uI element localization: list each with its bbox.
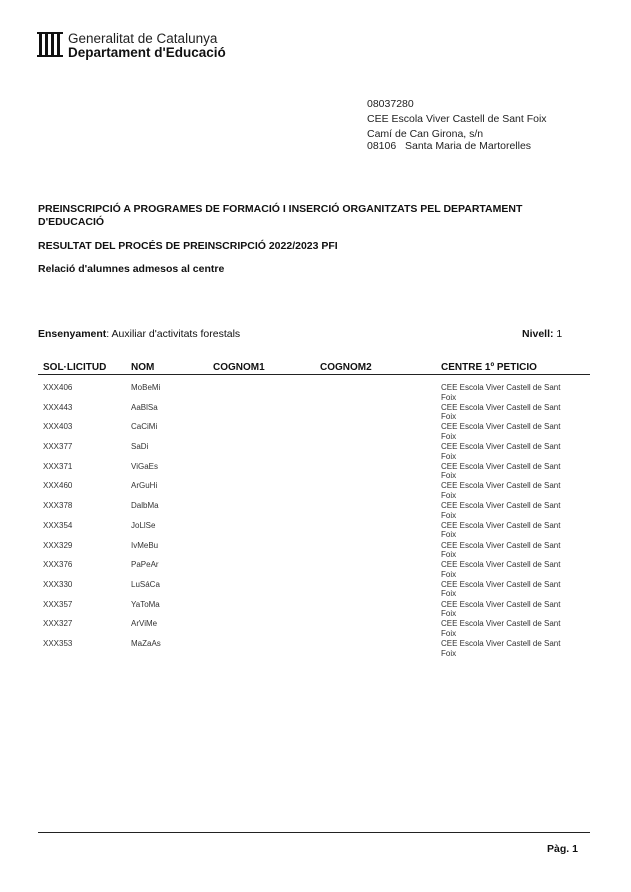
org-name-line1: Generalitat de Catalunya bbox=[68, 31, 218, 46]
cell-sollicitud: XXX354 bbox=[43, 520, 73, 530]
city-name: Santa Maria de Martorelles bbox=[405, 140, 532, 152]
cell-centre: CEE Escola Viver Castell de Sant Foix bbox=[441, 422, 561, 441]
cell-centre: CEE Escola Viver Castell de Sant Foix bbox=[441, 619, 561, 638]
cell-nom: SaDi bbox=[131, 442, 149, 452]
cell-nom: YaToMa bbox=[131, 599, 160, 609]
column-header-sollicitud: SOL·LICITUD bbox=[43, 362, 107, 373]
cell-nom: IvMeBu bbox=[131, 540, 159, 550]
column-header-nom: NOM bbox=[131, 362, 155, 373]
cell-nom: MaZaAs bbox=[131, 638, 161, 648]
column-header-cognom2: COGNOM2 bbox=[320, 362, 372, 373]
cell-sollicitud: XXX329 bbox=[43, 540, 73, 550]
table-row bbox=[0, 462, 631, 482]
course-line bbox=[38, 328, 240, 340]
table-row bbox=[0, 442, 631, 462]
cell-sollicitud: XXX371 bbox=[43, 461, 73, 471]
level-value: 1 bbox=[553, 328, 563, 340]
cell-centre: CEE Escola Viver Castell de Sant Foix bbox=[441, 560, 561, 579]
cell-sollicitud: XXX327 bbox=[43, 619, 73, 629]
cell-centre: CEE Escola Viver Castell de Sant Foix bbox=[441, 442, 561, 461]
cell-centre: CEE Escola Viver Castell de Sant Foix bbox=[441, 501, 561, 520]
cell-centre: CEE Escola Viver Castell de Sant Foix bbox=[441, 599, 561, 619]
cell-sollicitud: XXX378 bbox=[43, 501, 73, 511]
table-row bbox=[0, 619, 631, 639]
table-row bbox=[0, 600, 631, 620]
school-street: Camí de Can Girona, s/n bbox=[367, 128, 484, 140]
cell-sollicitud: XXX376 bbox=[43, 560, 73, 570]
cell-centre: CEE Escola Viver Castell de Sant Foix bbox=[441, 402, 561, 422]
table-row bbox=[0, 481, 631, 501]
cell-nom: DalbMa bbox=[131, 501, 159, 511]
cell-nom: ArGuHi bbox=[131, 481, 158, 491]
table-row bbox=[0, 580, 631, 600]
cell-centre: CEE Escola Viver Castell de Sant Foix bbox=[441, 540, 561, 560]
level-label: Nivell: bbox=[522, 328, 554, 340]
school-code: 08037280 bbox=[367, 98, 414, 110]
school-city-line bbox=[367, 140, 531, 152]
document-title: PREINSCRIPCIÓ A PROGRAMES DE FORMACIÓ I INSERCIÓ ORGANITZATS PEL DEPARTAMENT D'EDUCACIÓ bbox=[38, 203, 523, 228]
table-row bbox=[0, 560, 631, 580]
footer-divider bbox=[38, 832, 590, 833]
org-name-line2: Departament d'Educació bbox=[68, 45, 226, 60]
table-row bbox=[0, 422, 631, 442]
course-value: : Auxiliar d'activitats forestals bbox=[106, 328, 241, 340]
cell-nom: AaBlSa bbox=[131, 402, 158, 412]
catalan-flag-logo-icon bbox=[37, 32, 63, 57]
cell-sollicitud: XXX377 bbox=[43, 442, 73, 452]
table-row bbox=[0, 383, 631, 403]
table-row bbox=[0, 501, 631, 521]
cell-centre: CEE Escola Viver Castell de Sant Foix bbox=[441, 520, 561, 540]
cell-nom: ViGaEs bbox=[131, 461, 158, 471]
cell-sollicitud: XXX330 bbox=[43, 579, 73, 589]
cell-nom: MoBeMi bbox=[131, 383, 161, 392]
cell-nom: CaCiMi bbox=[131, 422, 158, 432]
cell-nom: PaPeAr bbox=[131, 560, 159, 570]
cell-centre: CEE Escola Viver Castell de Sant Foix bbox=[441, 638, 561, 658]
page-number: Pàg. 1 bbox=[547, 843, 578, 855]
postal-code: 08106 bbox=[367, 140, 397, 152]
result-title: RESULTAT DEL PROCÉS DE PREINSCRIPCIÓ 2022/2023 PFI bbox=[38, 240, 338, 252]
cell-nom: LuSáCa bbox=[131, 579, 160, 589]
header-divider bbox=[38, 374, 590, 375]
table-row bbox=[0, 639, 631, 659]
cell-sollicitud: XXX443 bbox=[43, 402, 73, 412]
admitted-students-table bbox=[0, 383, 631, 659]
cell-nom: JoLlSe bbox=[131, 520, 156, 530]
cell-sollicitud: XXX357 bbox=[43, 599, 73, 609]
cell-sollicitud: XXX460 bbox=[43, 481, 73, 491]
cell-centre: CEE Escola Viver Castell de Sant Foix bbox=[441, 481, 561, 501]
cell-centre: CEE Escola Viver Castell de Sant Foix bbox=[441, 579, 561, 599]
school-name: CEE Escola Viver Castell de Sant Foix bbox=[367, 113, 547, 125]
relation-title: Relació d'alumnes admesos al centre bbox=[38, 263, 225, 275]
table-row bbox=[0, 521, 631, 541]
cell-centre: CEE Escola Viver Castell de Sant Foix bbox=[441, 383, 561, 402]
cell-nom: ArViMe bbox=[131, 619, 158, 629]
cell-sollicitud: XXX353 bbox=[43, 638, 73, 648]
level-line bbox=[522, 328, 562, 340]
cell-sollicitud: XXX403 bbox=[43, 422, 73, 432]
column-header-centre: CENTRE 1º PETICIO bbox=[441, 362, 537, 373]
column-header-cognom1: COGNOM1 bbox=[213, 362, 265, 373]
cell-sollicitud: XXX406 bbox=[43, 383, 73, 392]
cell-centre: CEE Escola Viver Castell de Sant Foix bbox=[441, 461, 561, 481]
course-label: Ensenyament bbox=[38, 328, 107, 340]
table-row bbox=[0, 403, 631, 423]
table-row bbox=[0, 541, 631, 561]
